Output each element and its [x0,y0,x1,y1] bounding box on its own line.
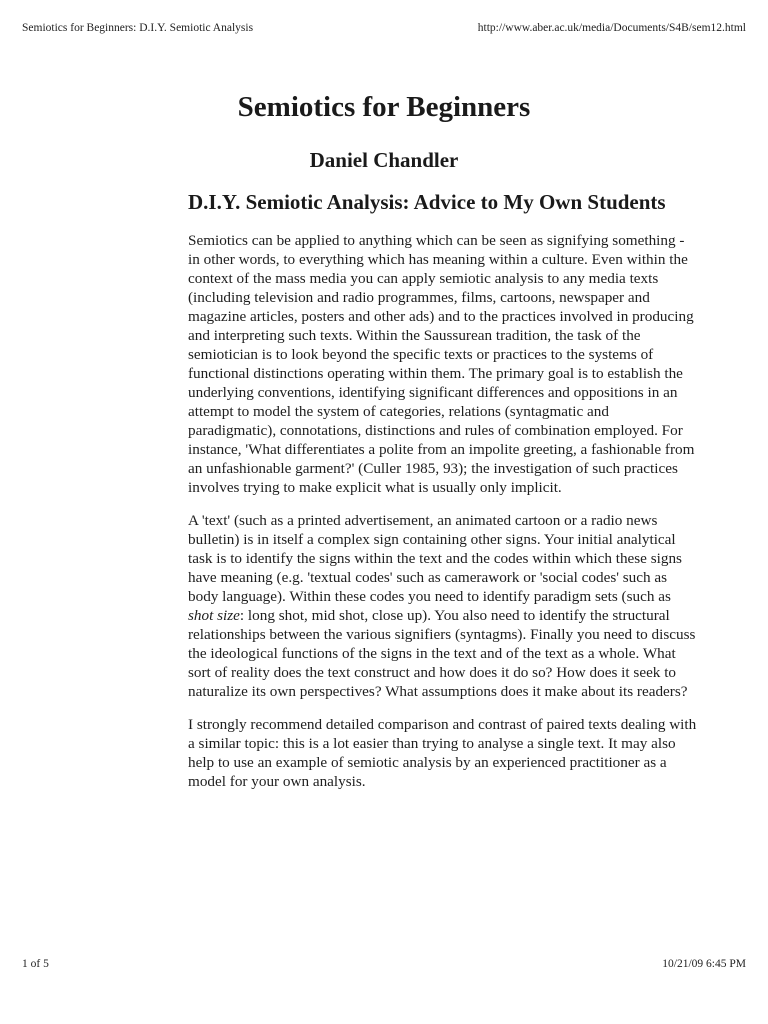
print-header [22,20,746,36]
paragraph-2 [188,511,698,701]
print-footer [22,956,746,972]
print-timestamp: 10/21/09 6:45 PM [662,958,746,970]
author-name: Daniel Chandler [309,148,459,172]
paragraph-2-italic-term: shot size [188,607,240,624]
document-title: Semiotics for Beginners [237,91,531,123]
paragraph-2-text-before: A 'text' (such as a printed advertisement, an animated cartoon or a radio news bulletin) is in itself a complex sign containing other signs. Your initial analytical task is to identify the signs within the text and the codes within which these signs have meaning (e.g. 'textual codes' such as camerawork or 'social codes' such as body language). Within these codes you need to identify paradigm sets (such as [188,512,682,605]
paragraph-2-text-after: : long shot, mid shot, close up). You also need to identify the structural relationships between the various signifiers (syntagms). Finally you need to discuss the ideological functions of the signs in the text and of the text as a whole. What sort of reality does the text construct and how does it do so? How does it seek to naturalize its own perspectives? What assumptions does it make about its readers? [188,607,696,700]
page-count: 1 of 5 [22,958,49,970]
print-header-page-title: Semiotics for Beginners: D.I.Y. Semiotic Analysis [22,22,254,34]
paragraph-3: I strongly recommend detailed comparison and contrast of paired texts dealing with a similar topic: this is a lot easier than trying to analyse a single text. It may also help to use an example of semiotic analysis by an experienced practitioner as a model for your own analysis. [188,716,697,790]
paragraph-1: Semiotics can be applied to anything which can be seen as signifying something - in other words, to everything which has meaning within a culture. Even within the context of the mass media you can apply semiotic analysis to any media texts (including television and radio programmes, films, cartoons, newspaper and magazine articles, posters and other ads) and to the practices involved in producing and interpreting such texts. Within the Saussurean tradition, the task of the semiotician is to look beyond the specific texts or practices to the systems of functional distinctions operating within them. The primary goal is to establish the underlying conventions, identifying significant differences and oppositions in an attempt to model the system of categories, relations (syntagmatic and paradigmatic), connotations, distinctions and rules of combination employed. For instance, 'What differentiates a polite from an impolite greeting, a fashionable from an unfashionable garment?' (Culler 1985, 93); the investigation of such practices involves trying to make explicit what is usually only implicit. [188,232,695,496]
article-body [188,189,698,805]
section-title: D.I.Y. Semiotic Analysis: Advice to My Own Students [188,190,666,214]
print-header-url: http://www.aber.ac.uk/media/Documents/S4B/sem12.html [477,22,746,34]
